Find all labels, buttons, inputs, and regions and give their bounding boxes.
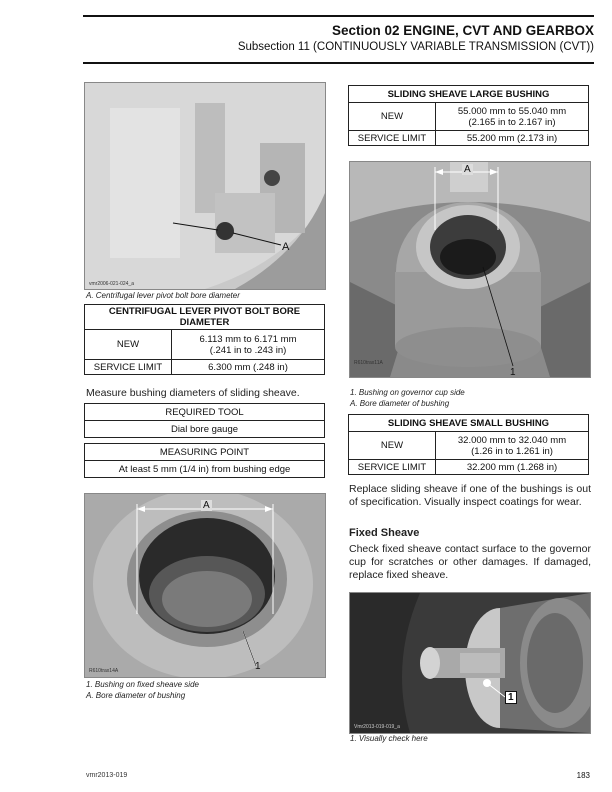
section-title: Section 02 ENGINE, CVT AND GEARBOX: [331, 23, 594, 38]
point-value: At least 5 mm (1/4 in) from bushing edge: [85, 461, 325, 478]
caption-fig1: A. Centrifugal lever pivot bolt bore diameter: [86, 291, 240, 300]
image-code: Vmr2013-019-019_a: [354, 724, 400, 730]
row-value: [436, 103, 589, 131]
row-value: 32.200 mm (1.268 in): [436, 460, 589, 475]
table-required-tool: [84, 403, 325, 438]
fixed-sheave-instruction: Check fixed sheave contact surface to the governor cup for scratches or other damages. If damaged, replace fixed sheave.: [349, 543, 591, 581]
caption-fig3-1: 1. Bushing on governor cup side: [350, 388, 465, 397]
row-value: [172, 330, 325, 360]
callout-1: 1: [510, 367, 516, 378]
table-title: MEASURING POINT: [85, 444, 325, 461]
callout-1: 1: [505, 691, 517, 704]
table-title: SLIDING SHEAVE SMALL BUSHING: [349, 415, 589, 432]
header-rule-bottom: [83, 62, 594, 64]
value-metric: 6.113 mm to 6.171 mm: [199, 333, 297, 345]
replace-instruction: Replace sliding sheave if one of the bushings is out of specification. Visually inspect coatings for wear.: [349, 483, 591, 508]
figure-fixed-sheave-surface: [349, 592, 591, 734]
value-imperial: (1.26 in to 1.261 in): [471, 445, 553, 457]
table-title: SLIDING SHEAVE LARGE BUSHING: [349, 86, 589, 103]
header-rule-top: [83, 15, 594, 17]
row-value: 6.300 mm (.248 in): [172, 360, 325, 375]
table-measuring-point: [84, 443, 325, 478]
row-label: NEW: [349, 103, 436, 131]
caption-fig4-1: 1. Visually check here: [350, 734, 428, 743]
table-small-bushing: [348, 414, 589, 475]
figure-governor-cup-bushing: [349, 161, 591, 378]
row-label: SERVICE LIMIT: [349, 460, 436, 475]
callout-a: A: [464, 164, 471, 175]
heading-fixed-sheave: Fixed Sheave: [349, 527, 420, 539]
caption-fig3-a: A. Bore diameter of bushing: [350, 399, 450, 408]
table-title: REQUIRED TOOL: [85, 404, 325, 421]
callout-a: A: [282, 241, 290, 253]
image-code: R610trax11A: [354, 360, 383, 366]
callout-a: A: [203, 500, 210, 511]
page-number: 183: [576, 771, 590, 780]
value-imperial: (2.165 in to 2.167 in): [468, 116, 556, 128]
table-title: CENTRIFUGAL LEVER PIVOT BOLT BORE DIAMETER: [85, 305, 325, 330]
row-value: 55.200 mm (2.173 in): [436, 131, 589, 146]
row-label: SERVICE LIMIT: [349, 131, 436, 146]
table-large-bushing: [348, 85, 589, 146]
subsection-title: Subsection 11 (CONTINUOUSLY VARIABLE TRANSMISSION (CVT)): [237, 41, 594, 53]
tool-value: Dial bore gauge: [85, 421, 325, 438]
image-code: R610trax14A: [89, 668, 119, 674]
figure-pivot-bolt-bore: [84, 82, 326, 290]
value-metric: 55.000 mm to 55.040 mm: [457, 105, 567, 117]
footer-code: vmr2013-019: [86, 772, 128, 779]
image-code: vmr2006-021-024_a: [89, 281, 135, 287]
callout-1: 1: [255, 661, 261, 672]
value-metric: 32.000 mm to 32.040 mm: [457, 434, 567, 446]
value-imperial: (.241 in to .243 in): [209, 344, 287, 356]
figure-fixed-sheave-bushing: [84, 493, 326, 678]
caption-fig2-1: 1. Bushing on fixed sheave side: [86, 680, 199, 689]
row-label: NEW: [349, 432, 436, 460]
caption-fig2-a: A. Bore diameter of bushing: [86, 691, 186, 700]
row-value: [436, 432, 589, 460]
measure-instruction: Measure bushing diameters of sliding sheave.: [86, 387, 300, 399]
row-label: NEW: [85, 330, 172, 360]
row-label: SERVICE LIMIT: [85, 360, 172, 375]
table-pivot-bore: [84, 304, 325, 375]
